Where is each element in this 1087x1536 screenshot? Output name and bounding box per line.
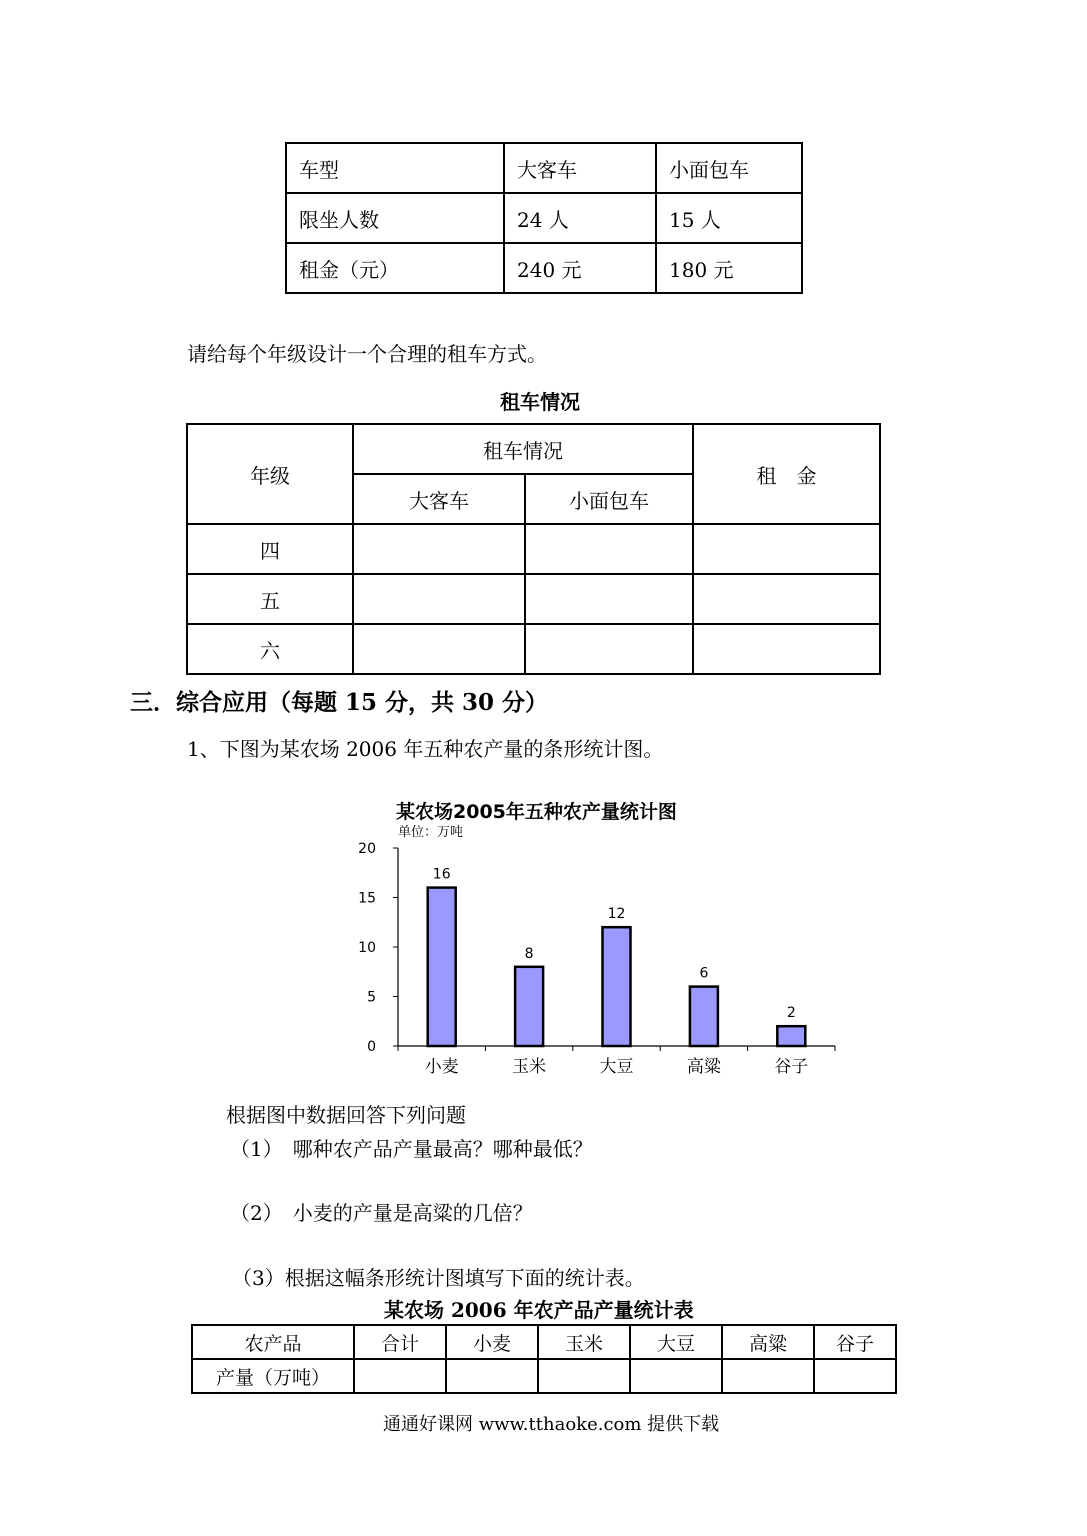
category-label: 高粱 (686, 1057, 721, 1077)
footer-text: 通通好课网 www.tthaoke.com 提供下载 (383, 1414, 720, 1435)
y-tick-label: 15 (358, 890, 376, 907)
table-header: 玉米 (538, 1325, 630, 1359)
table-header: 小麦 (446, 1325, 538, 1359)
empty-answer-cell[interactable] (693, 624, 880, 674)
empty-answer-cell[interactable] (630, 1359, 722, 1393)
sub-question-1: （1） 哪种农产品产量最高？哪种最低？ (230, 1137, 593, 1161)
header-fee: 租 金 (693, 424, 880, 524)
data-label: 16 (432, 866, 451, 883)
table-row (286, 193, 802, 243)
empty-answer-cell[interactable] (353, 574, 525, 624)
row-label: 产量（万吨） (192, 1359, 354, 1393)
table-cell: 24 人 (504, 193, 656, 243)
grade-cell: 五 (187, 574, 353, 624)
y-tick-label: 10 (358, 940, 376, 956)
header-big-bus: 大客车 (353, 474, 525, 524)
empty-answer-cell[interactable] (525, 574, 693, 624)
header-rental: 租车情况 (353, 424, 693, 474)
table-header: 大豆 (630, 1325, 722, 1359)
empty-answer-cell[interactable] (525, 524, 693, 574)
bar (428, 888, 456, 1046)
table-row (187, 424, 880, 474)
table-cell: 15 人 (656, 193, 802, 243)
bar-chart (330, 835, 850, 1080)
statistics-table (191, 1324, 897, 1394)
table-row (192, 1359, 896, 1393)
y-tick-label: 5 (367, 989, 376, 1006)
table-row (192, 1325, 896, 1359)
output-table-title: 某农场 2006 年农产品产量统计表 (384, 1298, 694, 1322)
empty-answer-cell[interactable] (353, 624, 525, 674)
rental-plan-table (186, 423, 881, 675)
rental-table-title: 租车情况 (500, 390, 580, 414)
empty-answer-cell[interactable] (538, 1359, 630, 1393)
section-heading: 三．综合应用（每题 15 分，共 30 分） (130, 689, 549, 716)
data-label: 8 (524, 945, 534, 962)
question-1: 1、下图为某农场 2006 年五种农产量的条形统计图。 (187, 737, 664, 761)
grade-cell: 六 (187, 624, 353, 674)
answer-prompt: 根据图中数据回答下列问题 (226, 1103, 466, 1127)
empty-answer-cell[interactable] (693, 574, 880, 624)
table-cell: 租金（元） (286, 243, 504, 293)
empty-answer-cell[interactable] (353, 524, 525, 574)
instruction-text: 请给每个年级设计一个合理的租车方式。 (187, 342, 547, 366)
table-cell: 车型 (286, 143, 504, 193)
category-label: 小麦 (424, 1057, 459, 1077)
y-tick-label: 0 (367, 1039, 376, 1055)
y-tick-label: 20 (358, 841, 376, 857)
sub-question-2: （2） 小麦的产量是高粱的几倍？ (230, 1201, 533, 1225)
category-label: 谷子 (774, 1057, 809, 1077)
grade-cell: 四 (187, 524, 353, 574)
header-minibus: 小面包车 (525, 474, 693, 524)
sub-question-3: （3）根据这幅条形统计图填写下面的统计表。 (232, 1266, 645, 1290)
empty-answer-cell[interactable] (814, 1359, 896, 1393)
table-header: 高粱 (722, 1325, 814, 1359)
empty-answer-cell[interactable] (525, 624, 693, 674)
table-cell: 240 元 (504, 243, 656, 293)
empty-answer-cell[interactable] (354, 1359, 446, 1393)
table-row (187, 524, 880, 574)
table-cell: 180 元 (656, 243, 802, 293)
chart-title: 某农场2005年五种农产量统计图 (396, 801, 677, 823)
data-label: 2 (786, 1005, 796, 1022)
empty-answer-cell[interactable] (722, 1359, 814, 1393)
table-header: 合计 (354, 1325, 446, 1359)
chart-unit: 单位：万吨 (398, 825, 464, 840)
table-cell: 限坐人数 (286, 193, 504, 243)
bar (603, 927, 631, 1046)
table-row (286, 243, 802, 293)
bar (515, 967, 543, 1046)
table-header: 谷子 (814, 1325, 896, 1359)
table-header: 农产品 (192, 1325, 354, 1359)
table-row (286, 143, 802, 193)
empty-answer-cell[interactable] (446, 1359, 538, 1393)
data-label: 6 (699, 965, 709, 982)
header-grade: 年级 (187, 424, 353, 524)
category-label: 大豆 (599, 1057, 634, 1077)
data-label: 12 (607, 906, 626, 923)
table-row (187, 574, 880, 624)
table-cell: 小面包车 (656, 143, 802, 193)
bar (690, 987, 718, 1046)
empty-answer-cell[interactable] (693, 524, 880, 574)
category-label: 玉米 (512, 1057, 547, 1077)
table-row (187, 624, 880, 674)
vehicle-table (285, 142, 803, 294)
bar (777, 1026, 805, 1046)
table-cell: 大客车 (504, 143, 656, 193)
